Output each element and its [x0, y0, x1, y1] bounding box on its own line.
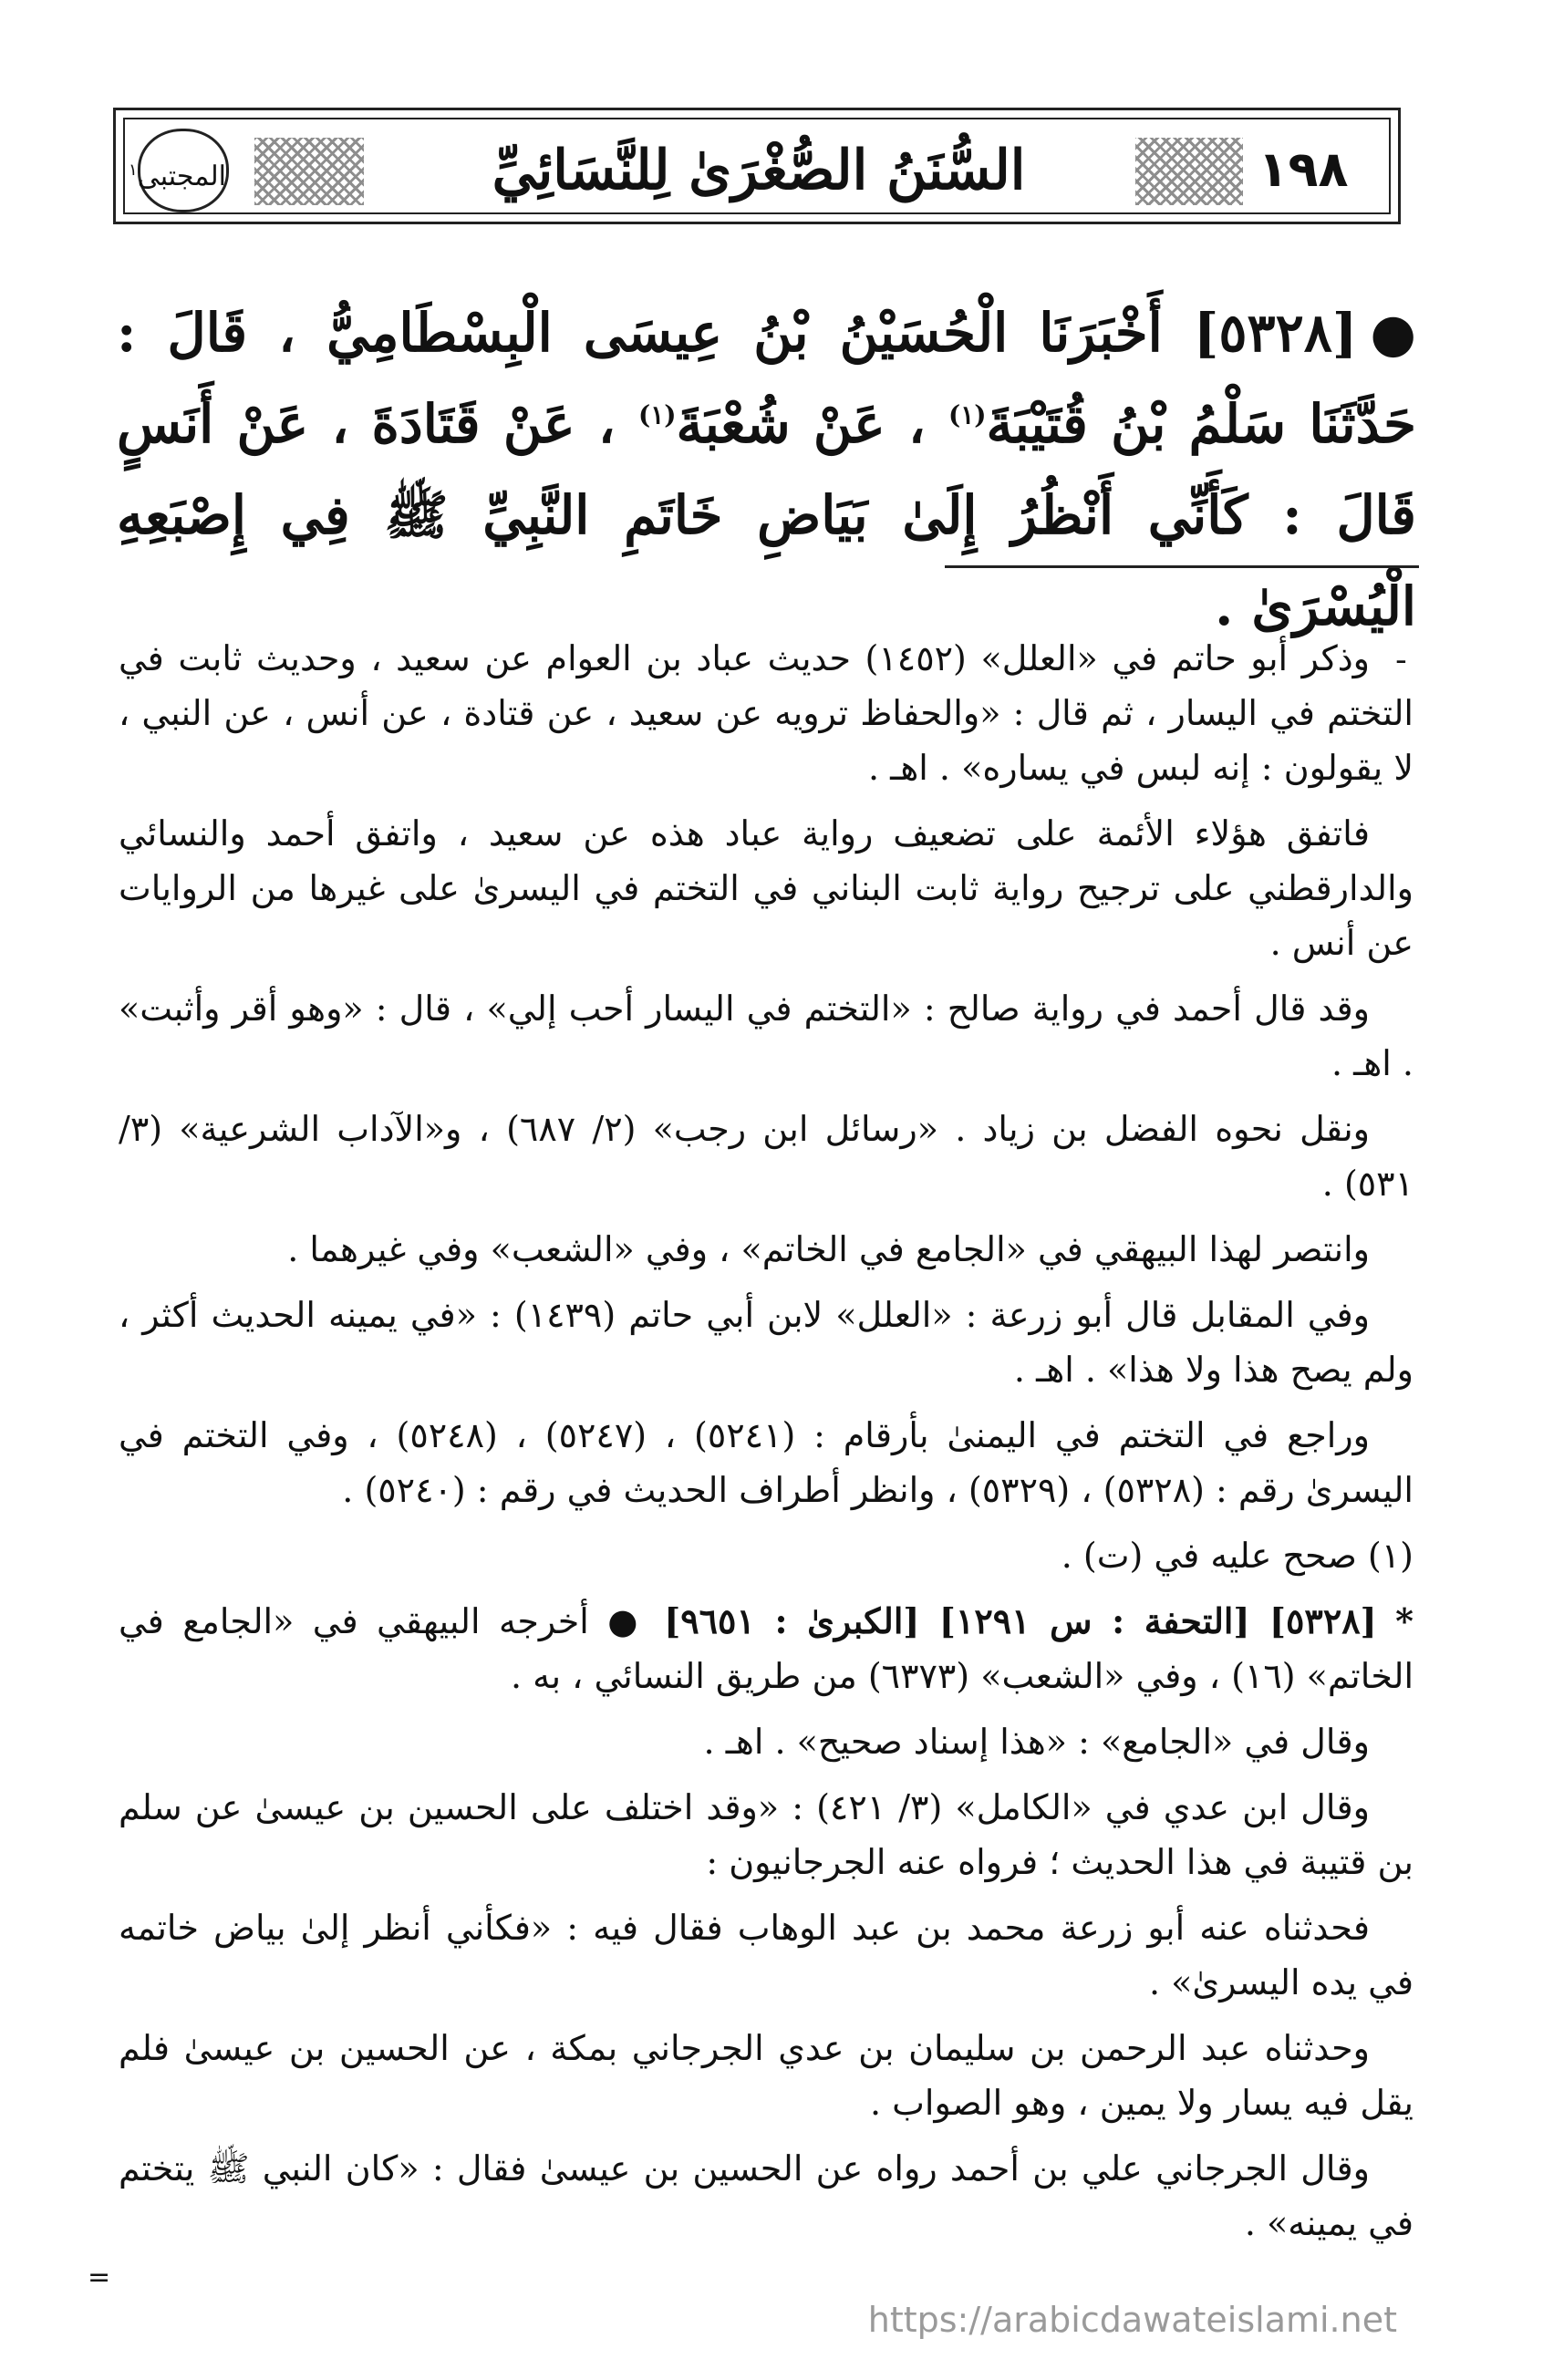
continuation-mark: ـ: [1397, 638, 1405, 670]
continuation-mark-bottom: =: [88, 2261, 111, 2293]
footnote-separator: [945, 565, 1419, 568]
asterisk-icon: *: [1395, 1600, 1414, 1641]
footnote-paragraph: وذكر أبو حاتم في «العلل» (١٤٥٢) حديث عباد بن العوام عن سعيد ، وحديث ثابت في التختم في اليسار ، ثم قال : «والحفاظ ترويه عن سعيد ، عن قتادة ، عن أنس ، عن النبي ، لا يقولون : إنه لبس في يساره» . اهـ .: [119, 638, 1414, 788]
book-title: السُّنَنُ الصُّغْرَىٰ لِلنَّسَائِيِّ: [492, 139, 1026, 202]
page-header: [113, 108, 1401, 224]
footnote-paragraph: وقال الجرجاني علي بن أحمد رواه عن الحسين بن عيسىٰ فقال : «كان النبي ﷺ يتختم في يمينه» .: [119, 2148, 1414, 2243]
hadith-text: [117, 287, 1416, 652]
footnote-paragraph: فاتفق هؤلاء الأئمة على تضعيف رواية عباد هذه عن سعيد ، واتفق أحمد والنسائي والدارقطني على ترجيح رواية ثابت البناني في التختم في اليسرىٰ على غيرها من الروايات عن أنس .: [119, 813, 1414, 963]
takhrij-head: [٥٣٢٨] [التحفة : س ١٢٩١] [الكبرىٰ : ٩٦٥١]: [664, 1600, 1377, 1641]
footnote-ref-1: (١): [948, 399, 987, 430]
page-number: ١٩٨: [1258, 140, 1349, 198]
takhrij-text: أخرجه البيهقي في «الجامع في الخاتم» (١٦) ، وفي «الشعب» (٦٣٧٣) من طريق النسائي ، به .: [119, 1601, 1414, 1696]
bullet-icon: ●: [1370, 302, 1416, 364]
footnote-paragraph: وحدثناه عبد الرحمن بن سليمان بن عدي الجرجاني بمكة ، عن الحسين بن عيسىٰ فلم يقل فيه يسار ولا يمين ، وهو الصواب .: [119, 2028, 1414, 2123]
ornament-right: [1135, 138, 1243, 205]
watermark-url: https://arabicdawateislami.net: [867, 2300, 1397, 2340]
footnote-paragraph: وراجع في التختم في اليمنىٰ بأرقام : (٥٢٤١) ، (٥٢٤٧) ، (٥٢٤٨) ، وفي التختم في اليسرىٰ رقم : (٥٣٢٨) ، (٥٣٢٩) ، وانظر أطراف الحديث في رقم : (٥٢٤٠) .: [119, 1415, 1414, 1510]
emblem-number: ١: [129, 160, 138, 180]
hadith-text-b: ، عَنْ شُعْبَةَ: [676, 393, 926, 455]
hadith-text-a: أَخْبَرَنَا الْحُسَيْنُ بْنُ عِيسَى الْبِسْطَامِيُّ ، قَالَ : حَدَّثَنَا سَلْمُ بْنُ قُتَيْبَةَ: [117, 302, 1416, 455]
footnote-1: (١) صحح عليه في (ت) .: [1061, 1536, 1414, 1576]
footnote-paragraph: وانتصر لهذا البيهقي في «الجامع في الخاتم» ، وفي «الشعب» وفي غيرهما .: [287, 1229, 1370, 1269]
footnote-paragraph: وفي المقابل قال أبو زرعة : «العلل» لابن أبي حاتم (١٤٣٩) : «في يمينه الحديث أكثر ، ولم يصح هذا ولا هذا» . اهـ .: [119, 1295, 1414, 1390]
footnote-paragraph: فحدثناه عنه أبو زرعة محمد بن عبد الوهاب فقال فيه : «فكأني أنظر إلىٰ بياض خاتمه في يده اليسرىٰ» .: [119, 1908, 1414, 2002]
hadith-number: [٥٣٢٨]: [1193, 302, 1358, 364]
hadith-text-c: ، عَنْ قَتَادَةَ ، عَنْ أَنَسٍ قَالَ : كَأَنِّي أَنْظُرُ إِلَىٰ بَيَاضِ خَاتَمِ النَّبِيِّ ﷺ فِي إِصْبَعِهِ الْيُسْرَىٰ .: [117, 393, 1416, 637]
takhrij-paragraph: [119, 1594, 1414, 1703]
footnote-ref-2: (١): [637, 399, 677, 430]
footnote-paragraph: ونقل نحوه الفضل بن زياد . «رسائل ابن رجب» (٢/ ٦٨٧) ، و«الآداب الشرعية» (٣/ ٥٣١) .: [119, 1109, 1414, 1204]
footnote-paragraph: وقال ابن عدي في «الكامل» (٣/ ٤٢١) : «وقد اختلف على الحسين بن عيسىٰ عن سلم بن قتيبة في هذا الحديث ؛ فرواه عنه الجرجانيون :: [119, 1787, 1414, 1882]
footnotes: [119, 631, 1414, 2261]
header-inner-frame: [123, 118, 1391, 214]
dot-icon: ●: [607, 1601, 646, 1641]
ornament-left: [254, 138, 364, 205]
footnote-paragraph: وقد قال أحمد في رواية صالح : «التختم في اليسار أحب إلي» ، قال : «وهو أقر وأثبت» . اهـ .: [119, 988, 1414, 1083]
emblem-badge: [129, 129, 229, 212]
emblem-text: المجتبى: [137, 160, 226, 192]
footnote-paragraph: وقال في «الجامع» : «هذا إسناد صحيح» . اهـ .: [703, 1722, 1370, 1762]
